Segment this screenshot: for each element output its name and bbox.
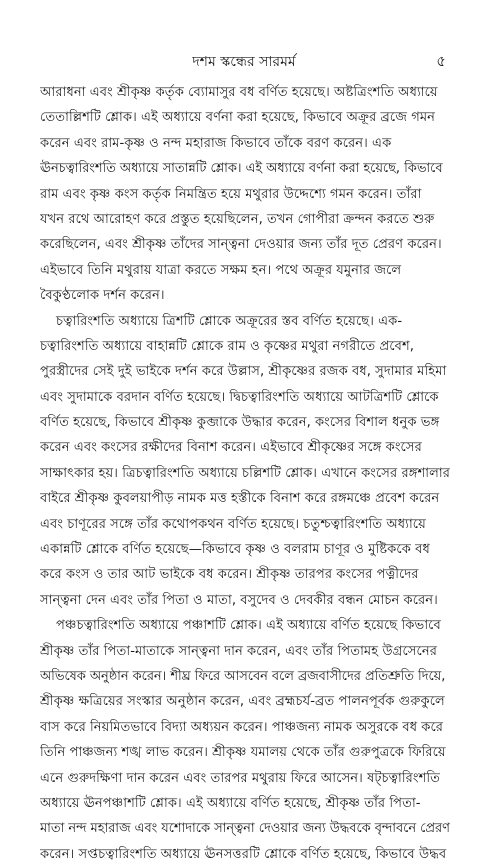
text-line: যখন রথে আরোহণ করে প্রস্তুত হয়েছিলেন, তখন গোপীরা ক্রন্দন করতে শুরু	[40, 211, 435, 227]
text-line: সান্ত্বনা দেন এবং তাঁর পিতা ও মাতা, বসুদেব ও দেবকীর বন্ধন মোচন করেন।	[40, 592, 438, 608]
text-line: ঊনচত্বারিংশতি অধ্যায়ে সাতান্নটি শ্লোক। এই অধ্যায়ে বর্ণনা করা হয়েছে, কিভাবে	[40, 161, 443, 177]
text-line: বাইরে শ্রীকৃষ্ণ কুবলয়াপীড় নামক মত্ত হস্তীকে বিনাশ করে রঙ্গমঞ্চে প্রবেশ করেন	[40, 491, 440, 507]
text-line: সাক্ষাৎকার হয়। ত্রিচত্বারিংশতি অধ্যায়ে চল্লিশটি শ্লোক। এখানে কংসের রঙ্গশালার	[40, 465, 450, 481]
text-line: এনে গুরুদক্ষিণা দান করেন এবং তারপর মথুরায় ফিরে আসেন। ষট্চত্বারিংশতি	[40, 770, 441, 786]
text-line: পুরস্ত্রীদের সেই দুই ভাইকে দর্শন করে উল্লাস, শ্রীকৃষ্ণের রজক বধ, সুদামার মহিমা	[40, 364, 447, 380]
page-number: ৫	[436, 52, 446, 70]
text-line: মাতা নন্দ মহারাজ এবং যশোদাকে সান্ত্বনা দেওয়ার জন্য উদ্ধবকে বৃন্দাবনে প্রেরণ	[40, 821, 450, 837]
text-line: চত্বারিংশতি অধ্যায়ে বাহান্নটি শ্লোকে রাম ও কৃষ্ণের মথুরা নগরীতে প্রবেশ,	[40, 338, 414, 354]
text-line: এবং সুদামাকে বরদান বর্ণিত হয়েছে। দ্বিচত্বারিংশতি অধ্যায়ে আটত্রিশটি শ্লোকে	[40, 389, 439, 405]
text-line: করেন এবং রাম-কৃষ্ণ ও নন্দ মহারাজ কিভাবে তাঁকে বরণ করেন। এক	[40, 135, 392, 151]
text-line: অধ্যায়ে ঊনপঞ্চাশটি শ্লোক। এই অধ্যায়ে বর্ণিত হয়েছে, শ্রীকৃষ্ণ তাঁর পিতা-	[40, 795, 421, 811]
text-line: বাস করে নিয়মিতভাবে বিদ্যা অধ্যয়ন করেন। পাঞ্চজন্য নামক অসুরকে বধ করে	[40, 719, 444, 735]
text-line: শ্রীকৃষ্ণ তাঁর পিতা-মাতাকে সান্ত্বনা দান করেন, এবং তাঁর পিতামহ উগ্রসেনের	[40, 643, 437, 659]
text-line: পঞ্চচত্বারিংশতি অধ্যায়ে পঞ্চাশটি শ্লোক। এই অধ্যায়ে বর্ণিত হয়েছে কিভাবে	[56, 618, 441, 634]
text-line: এইভাবে তিনি মথুরায় যাত্রা করতে সক্ষম হন। পথে অক্রূর যমুনার জলে	[40, 262, 402, 278]
text-line: তেতাল্লিশটি শ্লোক। এই অধ্যায়ে বর্ণনা করা হয়েছে, কিভাবে অক্রূর ব্রজে গমন	[40, 110, 436, 126]
text-line: করেন এবং কংসের রক্ষীদের বিনাশ করেন। এইভাবে শ্রীকৃষ্ণের সঙ্গে কংসের	[40, 440, 422, 456]
text-line: অভিষেক অনুষ্ঠান করেন। শীঘ্র ফিরে আসবেন বলে ব্রজবাসীদের প্রতিশ্রুতি দিয়ে,	[40, 668, 446, 684]
text-line: আরাধনা এবং শ্রীকৃষ্ণ কর্তৃক ব্যোমাসুর বধ বর্ণিত হয়েছে। অষ্টত্রিংশতি অধ্যায়ে	[40, 85, 438, 100]
running-head: দশম স্কন্ধের সারমর্ম	[192, 54, 296, 70]
text-line: বর্ণিত হয়েছে, কিভাবে শ্রীকৃষ্ণ কুব্জাকে উদ্ধার করেন, কংসের বিশাল ধনুক ভঙ্গ	[40, 415, 440, 431]
text-line: বৈকুণ্ঠলোক দর্শন করেন।	[40, 288, 165, 304]
text-line: রাম এবং কৃষ্ণ কংস কর্তৃক নিমন্ত্রিত হয়ে মথুরার উদ্দেশ্যে গমন করেন। তাঁরা	[40, 186, 422, 202]
page-header	[48, 50, 446, 72]
text-line: শ্রীকৃষ্ণ ক্ষত্রিয়ের সংস্কার অনুষ্ঠান করেন, এবং ব্রহ্মচর্য-ব্রত পালনপূর্বক গুরুকুলে	[40, 694, 445, 710]
text-line: একান্নটি শ্লোকে বর্ণিত হয়েছে—কিভাবে কৃষ্ণ ও বলরাম চাণূর ও মুষ্টিককে বধ	[40, 542, 430, 558]
text-line: করেছিলেন, এবং শ্রীকৃষ্ণ তাঁদের সান্ত্বনা দেওয়ার জন্য তাঁর দূত প্রেরণ করেন।	[40, 237, 442, 253]
text-line: এবং চাণূরের সঙ্গে তাঁর কথোপকথন বর্ণিত হয়েছে। চতুশ্চত্বারিংশতি অধ্যায়ে	[40, 516, 426, 532]
text-line: করে কংস ও তার আট ভাইকে বধ করেন। শ্রীকৃষ্ণ তারপর কংসের পত্নীদের	[40, 567, 419, 583]
text-line: করেন। সপ্তচত্বারিংশতি অধ্যায়ে ঊনসত্তরটি শ্লোকে বর্ণিত হয়েছে, কিভাবে উদ্ধব	[40, 846, 447, 862]
text-line: তিনি পাঞ্চজন্য শঙ্খ লাভ করেন। শ্রীকৃষ্ণ যমালয় থেকে তাঁর গুরুপুত্রকে ফিরিয়ে	[40, 745, 446, 761]
text-line: চত্বারিংশতি অধ্যায়ে ত্রিশটি শ্লোকে অক্রূরের স্তব বর্ণিত হয়েছে। এক-	[56, 313, 403, 329]
body-text	[40, 80, 450, 867]
